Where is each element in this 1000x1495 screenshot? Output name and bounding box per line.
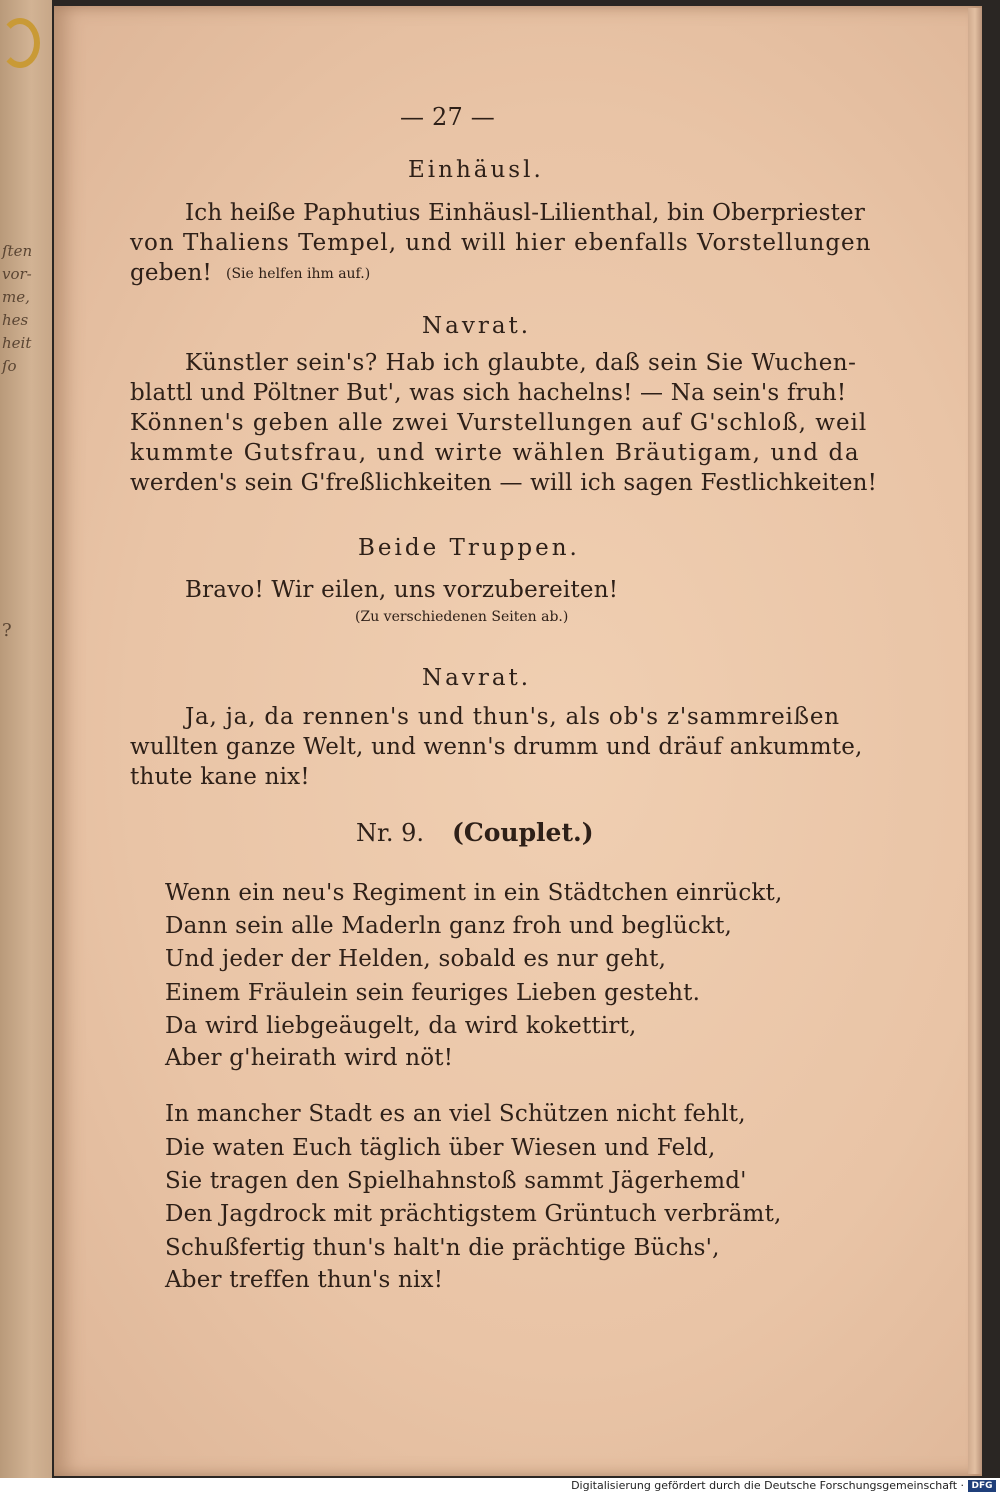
stanza1-line-2: Dann sein alle Maderln ganz froh und beglückt,: [165, 913, 733, 939]
einhaeusl-line-1: Ich heiße Paphutius Einhäusl-Lilienthal, bin Oberpriester: [185, 200, 866, 226]
page-number: — 27 —: [400, 103, 495, 131]
previous-page-question-mark: ?: [2, 620, 12, 641]
stanza1-line-1: Wenn ein neu's Regiment in ein Städtchen einrückt,: [165, 880, 783, 906]
navrat1-line-1: Künstler sein's? Hab ich glaubte, daß sein Sie Wuchen-: [185, 350, 857, 376]
stanza2-line-4: Den Jagdrock mit prächtigstem Grüntuch verbrämt,: [165, 1201, 782, 1227]
couplet-number: Nr. 9.: [356, 819, 424, 847]
navrat1-line-3: Können's geben alle zwei Vurstellungen auf G'schloß, weil: [130, 410, 868, 436]
stage-direction-beide: (Zu verschiedenen Seiten ab.): [355, 609, 569, 625]
stage-direction-einhaeusl: (Sie helfen ihm auf.): [226, 266, 371, 282]
speaker-navrat-1: Navrat.: [422, 313, 532, 339]
stanza2-line-2: Die waten Euch täglich über Wiesen und Feld,: [165, 1135, 716, 1161]
binding-ring: [0, 18, 40, 68]
dfg-logo: DFG: [968, 1480, 996, 1492]
einhaeusl-line-2: von Thaliens Tempel, und will hier ebenfalls Vorstellungen: [130, 230, 872, 256]
navrat2-line-2: wullten ganze Welt, und wenn's drumm und dräuf ankummte,: [130, 734, 863, 760]
speaker-beide-truppen: Beide Truppen.: [358, 535, 580, 561]
stanza1-line-4: Einem Fräulein sein feuriges Lieben gesteht.: [165, 980, 701, 1006]
navrat1-line-5: werden's sein G'freßlichkeiten — will ich sagen Festlichkeiten!: [130, 470, 878, 496]
stanza1-line-3: Und jeder der Helden, sobald es nur geht,: [165, 946, 667, 972]
stanza1-line-6: Aber g'heirath wird nöt!: [165, 1045, 454, 1071]
navrat2-line-3: thute kane nix!: [130, 764, 310, 790]
footer-bar: [0, 1478, 1000, 1495]
previous-page-text-fragments: ſten vor- me, hes heit ſo: [2, 242, 33, 375]
stanza2-line-6: Aber treffen thun's nix!: [165, 1267, 444, 1293]
previous-page-edge: [0, 0, 52, 1478]
navrat1-line-2: blattl und Pöltner But', was sich hachelns! — Na sein's fruh!: [130, 380, 847, 406]
navrat1-line-4: kummte Gutsfrau, und wirte wählen Bräutigam, und da: [130, 440, 861, 466]
speaker-navrat-2: Navrat.: [422, 665, 532, 691]
footer-credit: Digitalisierung gefördert durch die Deutsche Forschungsgemeinschaft ·: [571, 1479, 964, 1492]
stanza2-line-3: Sie tragen den Spielhahnstoß sammt Jägerhemd': [165, 1168, 747, 1194]
beide-line-1: Bravo! Wir eilen, uns vorzubereiten!: [185, 577, 619, 603]
page-edge-shadow: [968, 8, 982, 1474]
stanza1-line-5: Da wird liebgeäugelt, da wird kokettirt,: [165, 1013, 637, 1039]
navrat2-line-1: Ja, ja, da rennen's und thun's, als ob's z'sammreißen: [185, 704, 840, 730]
einhaeusl-line-3: geben!: [130, 260, 212, 286]
stanza2-line-1: In mancher Stadt es an viel Schützen nicht fehlt,: [165, 1101, 746, 1127]
speaker-einhaeusl: Einhäusl.: [408, 157, 544, 183]
couplet-title: (Couplet.): [452, 818, 594, 847]
stanza2-line-5: Schußfertig thun's halt'n die prächtige Büchs',: [165, 1235, 720, 1261]
